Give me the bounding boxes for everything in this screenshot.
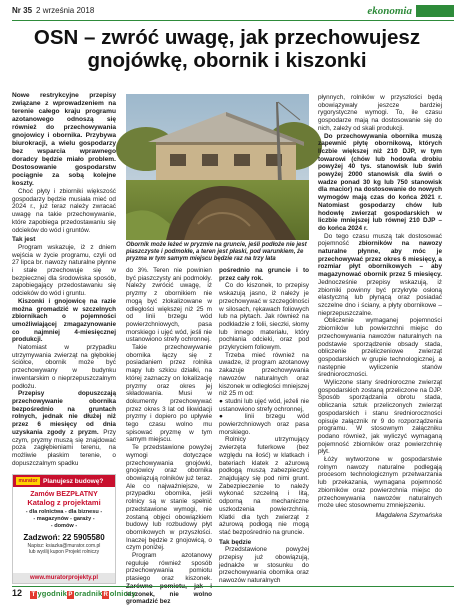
ad-headline-bar: Planujesz budowę? [13,475,115,487]
ad-phone: Zadzwoń: 22 5905580 [23,533,105,542]
page-header [0,0,454,22]
paragraph: Program wskazuje, iż z dniem wejścia w życie programu, czyli od 27 lipca br. nawozy naturalne płynne i stałe przechowuje się w bezpiecznej dla środowiska sposób, zapobiegający przedostawaniu się odcieków do wód i gruntu. [12,243,116,298]
paragraph-mixed: Przepisy dopuszczają przechowywanie obornika bezpośrednio na gruntach rolnych, jednak nie dłużej niż przez 6 miesięcy od dnia uzyskania zgody z pryzm. Przy czym, pryzmy muszą się znajdować poza zagłębieniami terenu, na możliwie płaskim terenie, o dopuszczalnym spadku [12,390,116,467]
paragraph-mixed: Program azotanowy reguluje również sposób przechowywania pomiotu ptasiego oraz kiszonek. kiszonek, nie wolno gromadzić bez [126,552,212,606]
article-photo [126,94,309,240]
paragraph: Natomiast w przypadku utrzymywania zwierząt na głębokiej ściółce, obornik może być przechowywany w budynku inwentarskim o nieprzepuszczalnym podłożu. [12,344,116,390]
column-2 [126,267,212,606]
bullet-item: ● studni lub ujęć wód, jeżeli nie ustanowiono strefy ochronnej, [219,397,309,413]
paragraph: Rolnicy utrzymujący zwierzęta futerkowe (bez względu na ilość) w klatkach i bateriach klatek z ażurową podłogą muszą zabezpieczyć znajdujący się pod nimi grunt. Zabezpieczenie to należy wykonać szczelną i litą, odporną na mechaniczne uszkodzenia powierzchnią. Klatki dla tych zwierząt z ażurową podłogą nie mogą stać bezpośrednio na gruncie. [219,436,309,536]
section-tab [359,3,454,19]
bullet-item: ● linii brzegu wód powierzchniowych oraz pasa morskiego. [219,413,309,436]
publication-brand: T ygodnikP oradnikR olniczy [31,589,136,598]
subheading: Tak jest [12,236,36,244]
column-4 [318,94,442,520]
paragraph-bold: pośrednio na gruncie i to przez cały rok. [219,267,309,282]
header-rule [12,20,454,21]
page-number: 12 [12,588,23,598]
paragraph: Przedstawione powyżej przepisy już obowiązują, jednakże w stosunku do przechowywania obornika oraz nawozów naturalnych [219,546,309,585]
paragraph-bold: Kiszonki i gnojowicę na razie można gromadzić w szczelnych zbiornikach o pojemności umożliwiającej zmagazynowanie co najmniej 4-miesięcznej produkcji. [12,297,116,344]
ad-line: Zamów BEZPŁATNY [30,491,98,498]
column-3 [219,267,309,585]
paragraph: Obliczenie wymaganej pojemności zbiorników lub powierzchni miejsc do przechowywania nawozów naturalnych na podstawie sporządzenie obsady stada, obliczenie przeliczeniowe zwierząt gospodarskich w grupie technologicznej, a następnie wyliczenie stanów średnioroczności. [318,317,442,379]
ad-list: - dla rolnictwa - dla biznesu - - magazynów - garaży - - domów - [25,509,103,529]
article-author: Magdalena Szymańska [375,511,442,519]
page-footer [0,586,454,600]
ad-url-link[interactable]: www.muratorprojekty.pl [13,573,115,583]
paragraph-bold: Do przechowywania obornika muszą zapewnić płytę obornikową, których liczbie większej niż 210 DJP, w tym towarowi (chów lub hodowla drobiu powyżej 40 tys. stanowisk lub świń powyżej 2000 stanowisk dla świń o wadze ponad 30 kg lub 750 stanowisk dla macior) na dostosowanie do nowych wymogów mają czas do końca 2021 r. Natomiast gospodarzy chów lub hodowlę zwierząt gospodarskich w liczbie mniejszej lub równej 210 DJP – do końca 2024 r. [318,132,442,232]
section-label: ekonomia [367,5,412,17]
paragraph: Co do kiszonek, to przepisy wskazują jasno, iż należy je przechowywać w szczególności w silosach, rękawach foliowych lub na płytach. Jak również na podkładzie z folii, sieczki, słomy lub innego materiału, który pochłania odcieki, oraz pod przykryciem foliowym. [219,282,309,352]
paragraph: Te przedstawione powyżej wymogi dotyczące przechowywania gnojówki, gnojowicy oraz obornika obowiązują rolników już teraz. Ale co najważniejsze, w przypadku obornika, jeśli rolnicy są w stanie spełnić przedstawione wymogi, nie zostaną objęci obowiązkiem budowy lub rozbudowy płyt obornikowych w przyszłości. Inaczej będzie z gnojowicą, o czym poniżej. [126,444,212,552]
footer-rule [12,586,454,587]
article-title: OSN – zwróć uwagę, jak przechowujesz gnojówkę, obornik i kiszonki [33,26,421,72]
article-lead: Nowe restrykcyjne przepisy związane z wprowadzeniem na terenie całego kraju programu azotanowego odnoszą się również do przechowywania gnojowicy i obornika. Przybywa biurokracji, a wielu gospodarzy bez wsparcia wprawnego doradcy będzie miało problem. Dostosowanie gospodarstw pociągnie za sobą kolejne koszty. [12,92,116,187]
paragraph: do 3%. Teren nie powinien być piaszczysty ani podmokły. Należy zwrócić uwagę, iż pryzmy z obornikiem nie mogą być zlokalizowane w odległości większej niż 25 m od linii brzegu wód powierzchniowych, pasa morskiego i ujęć wód, jeśli nie ustanowiono strefy ochronnej. [126,267,212,344]
ad-line: Katalog z projektami [27,498,101,507]
murator-logo: murator [16,477,40,485]
issue-date: 2 września 2018 [36,6,95,15]
column-1 [12,92,116,467]
issue-number: Nr 35 2 września 2018 [12,6,95,15]
photo-caption: Obornik może leżeć w pryzmie na gruncie, jeśli podłoże nie jest piaszczyste i podmokłe, a teren jest płaski, pod warunkiem, że pryzma w tym samym miejscu będzie raz na trzy lata [126,242,307,263]
paragraph: Wyliczone stany średnioroczne zwierząt gospodarskich zostaną przeliczone na DJP. Sposób sporządzania obrotu stada, obliczania sztuk przeliczonych zwierząt gospodarskich i stanu średnioroczności opisuje załącznik nr 9 do rozporządzenia programu. W stosownym załączniku podano również, jak wyliczyć wymaganą pojemność zbiorników oraz powierzchnię płyt. [318,379,442,456]
paragraph-mixed: Do tego czasu muszą tak dostosować pojemność zbiorników na nawozy naturalne płynne, aby móc je przechowywać przez okres 6 miesięcy, a rozmiar płyt obornikowych – aby magazynować obornik przez 5 miesięcy. Jednocześnie przepisy wskazują, iż zbiorniki powinny być przykryte osłoną elastyczną lub płynącą oraz posiadać szczelne dno i ściany, a płyty obornikowe – nieprzepuszczalne. [318,232,443,317]
ad-address: Napisz: ksiazka@murator.com.pl lub wyślij kupon Projekt rolniczy [27,543,101,556]
advertisement[interactable] [12,474,116,584]
paragraph: Choć płyty i zbiorniki większość gospodarzy będzie musiała mieć od 2024 r., już teraz należy zwracać uwagę na takie przechowywanie, które zapobiega przedostawaniu się odcieków do wód i gruntów. [12,188,116,234]
paragraph: Trzeba mieć również na uwadze, iż program azotanowy zakazuje przechowywania nawozów naturalnych oraz kiszonek w odległości mniejszej niż 25 m od: [219,351,309,398]
subheading: Tak będzie [219,538,252,546]
section-bar [416,5,454,17]
paragraph: płynnych, rolników w przyszłości będą obowiązywały jeszcze bardziej rygorystyczne wymogi. To, ile czasu gospodarze mają na dostosowanie się do nich, zależy od skali produkcji. [318,94,442,132]
paragraph: Takie przechowywanie obornika łączy się z posiadaniem przez rolnika mapy lub szkicu działki, na której zaznaczy on lokalizację pryzmy oraz okres jej składowania. Musi w dokumenty przechowywać przez okres 3 lat od likwidacji pryzmy i dopiero po upływie tego czasu wolno mu spisować pryzmę w tym samym miejscu. [126,344,212,444]
paragraph: Łóży wytworzone w gospodarstwie rolnym nawozy naturalne podlegają procesom technologicznym przetwarzania lub przekazania, wymagana pojemność zbiorników oraz powierzchnia miejsc do przechowywania nawozów naturalnych może ulec stosownemu zmniejszeniu. [318,456,442,510]
